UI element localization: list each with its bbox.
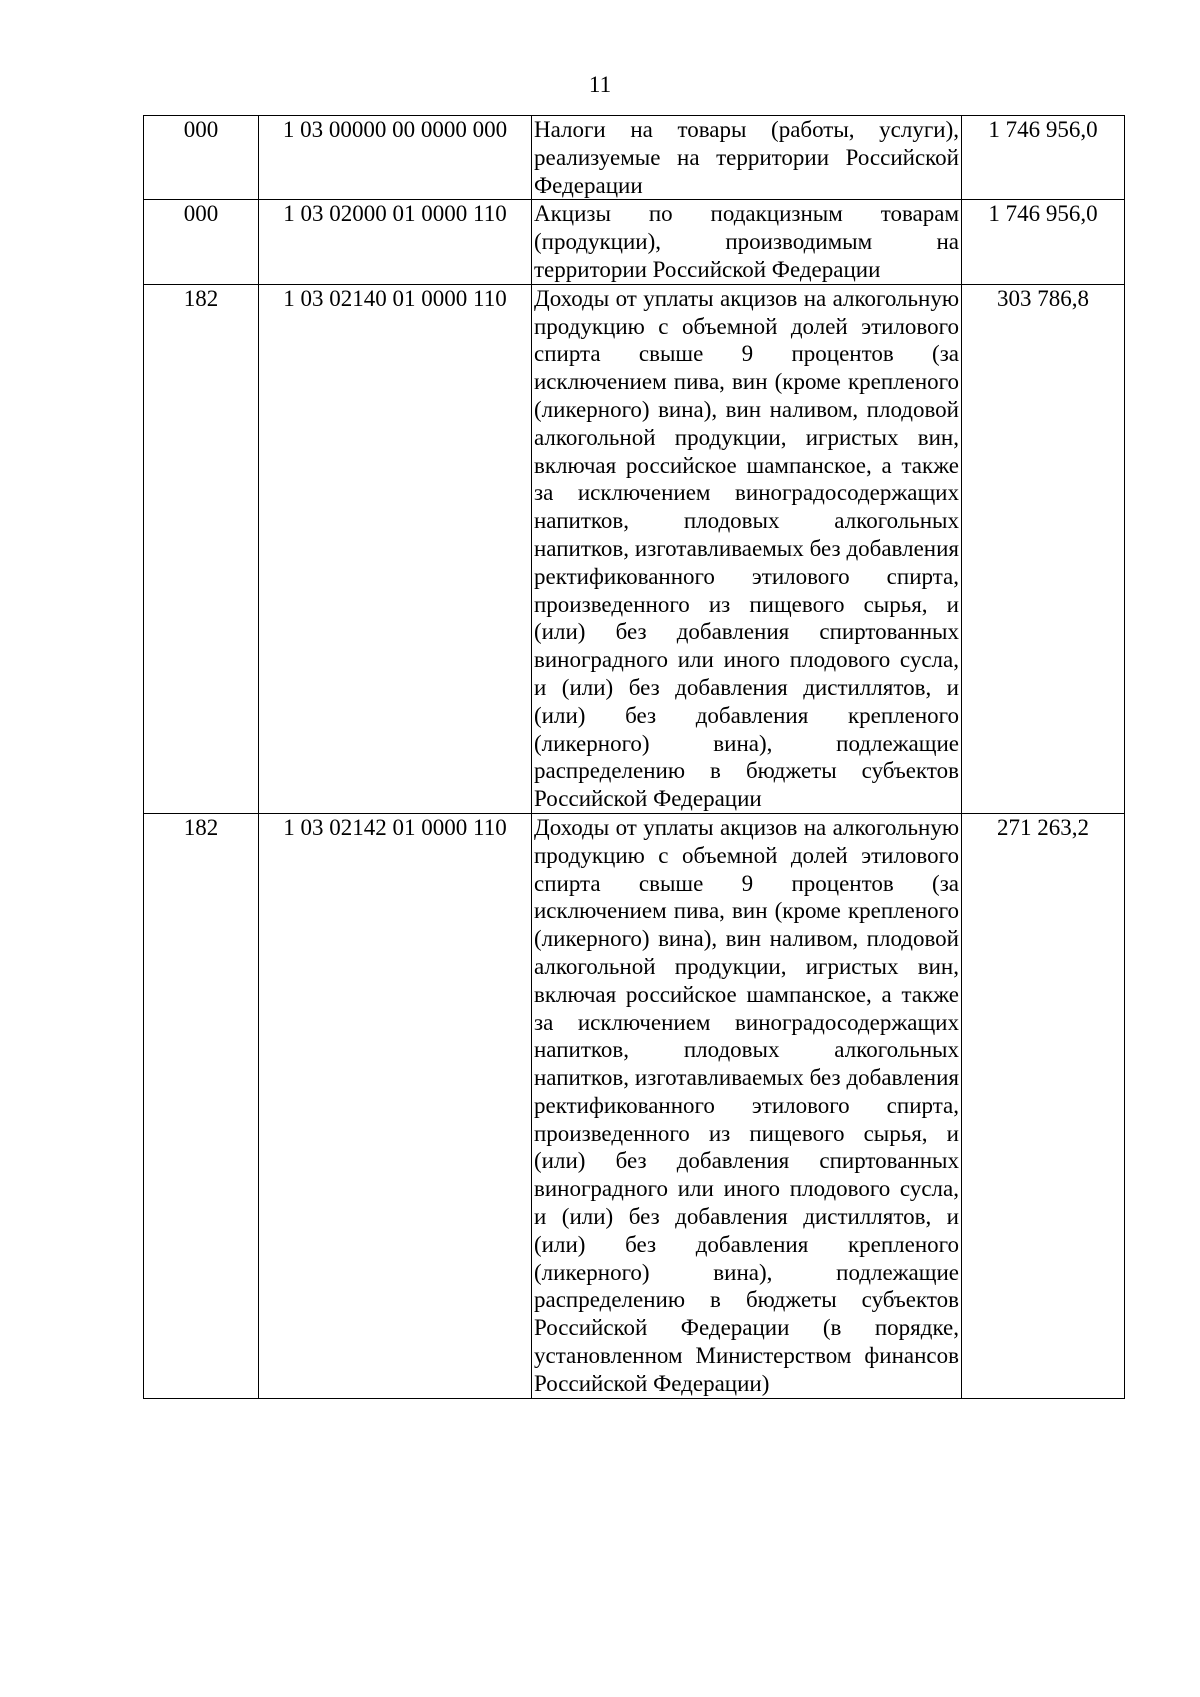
revenue-name-cell: Налоги на товары (работы, услуги), реализуемые на территории Российской Федерации [532, 116, 962, 200]
table-row [144, 284, 1125, 813]
kbk-code-cell: 1 03 02000 01 0000 110 [259, 200, 532, 284]
amount-cell: 1 746 956,0 [962, 200, 1125, 284]
table-row [144, 813, 1125, 1398]
table-row [144, 200, 1125, 284]
admin-code-cell: 000 [144, 200, 259, 284]
amount-cell: 271 263,2 [962, 813, 1125, 1398]
kbk-code-cell: 1 03 00000 00 0000 000 [259, 116, 532, 200]
revenue-name-cell: Акцизы по подакцизным товарам (продукции), производимым на территории Российской Федерации [532, 200, 962, 284]
kbk-code-cell: 1 03 02142 01 0000 110 [259, 813, 532, 1398]
revenue-name-cell: Доходы от уплаты акцизов на алкогольную продукцию с объемной долей этилового спирта свыше 9 процентов (за исключением пива, вин (кроме крепленого (ликерного) вина), вин наливом, плодовой алкогольной продукции, игристых вин, включая российское шампанское, а также за исключением виноградосодержащих напитков, плодовых алкогольных напитков, изготавливаемых без добавления ректификованного этилового спирта, произведенного из пищевого сырья, и (или) без добавления спиртованных виноградного или иного плодового сусла, и (или) без добавления дистиллятов, и (или) без добавления крепленого (ликерного) вина), подлежащие распределению в бюджеты субъектов Российской Федерации [532, 284, 962, 813]
page-number: 11 [588, 72, 612, 97]
admin-code-cell: 182 [144, 284, 259, 813]
admin-code-cell: 182 [144, 813, 259, 1398]
kbk-code-cell: 1 03 02140 01 0000 110 [259, 284, 532, 813]
budget-revenue-table [143, 115, 1125, 1399]
table-row [144, 116, 1125, 200]
amount-cell: 303 786,8 [962, 284, 1125, 813]
admin-code-cell: 000 [144, 116, 259, 200]
amount-cell: 1 746 956,0 [962, 116, 1125, 200]
revenue-name-cell: Доходы от уплаты акцизов на алкогольную продукцию с объемной долей этилового спирта свыше 9 процентов (за исключением пива, вин (кроме крепленого (ликерного) вина), вин наливом, плодовой алкогольной продукции, игристых вин, включая российское шампанское, а также за исключением виноградосодержащих напитков, плодовых алкогольных напитков, изготавливаемых без добавления ректификованного этилового спирта, произведенного из пищевого сырья, и (или) без добавления спиртованных виноградного или иного плодового сусла, и (или) без добавления дистиллятов, и (или) без добавления крепленого (ликерного) вина), подлежащие распределению в бюджеты субъектов Российской Федерации (в порядке, установленном Министерством финансов Российской Федерации) [532, 813, 962, 1398]
